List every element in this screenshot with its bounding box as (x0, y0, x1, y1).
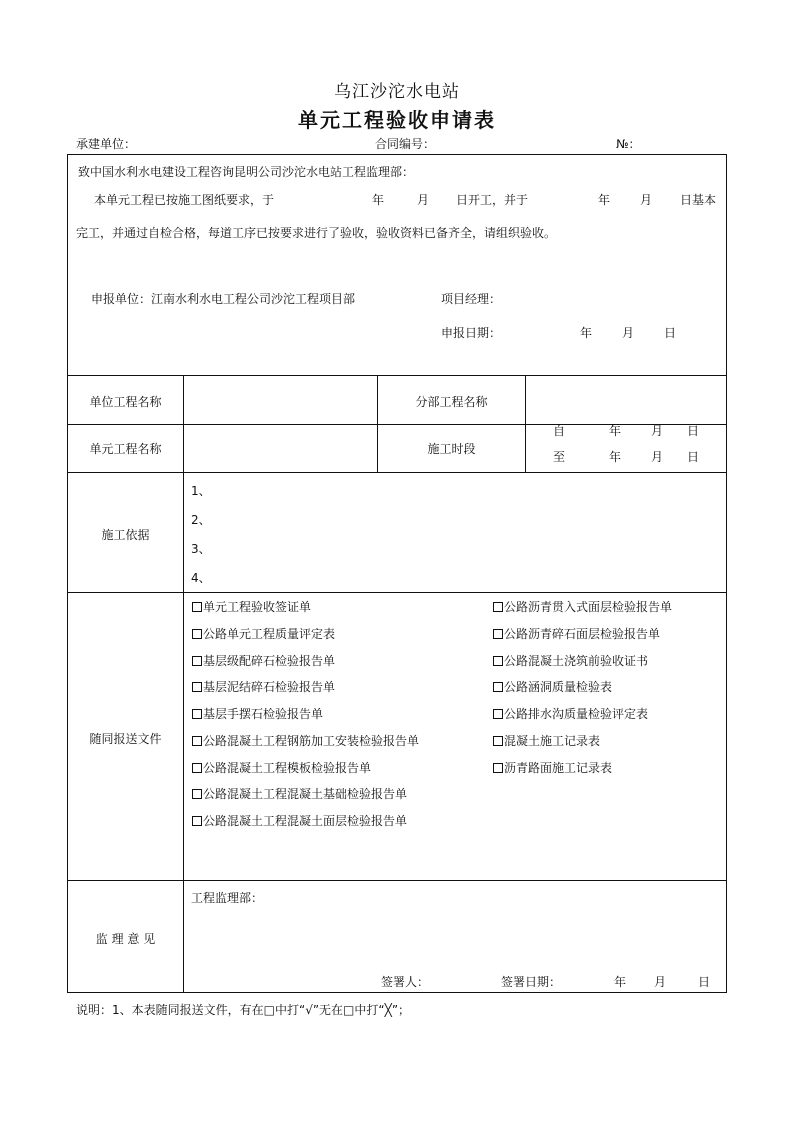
body-line1-month2: 月 (640, 193, 653, 207)
attachment-right-item[interactable]: 公路沥青碎石面层检验报告单 (493, 627, 660, 641)
period-to-year: 年 (609, 450, 622, 464)
checkbox-icon[interactable] (493, 629, 503, 639)
attachment-left-item[interactable]: 公路混凝土工程钢筋加工安装检验报告单 (192, 734, 419, 748)
signer-label: 签署人： (381, 975, 430, 989)
checkbox-icon[interactable] (192, 656, 202, 666)
form-frame (67, 154, 727, 993)
period-to-label: 至 (553, 450, 566, 464)
attachment-left-item[interactable]: 公路混凝土工程模板检验报告单 (192, 761, 371, 775)
to-line: 致中国水利水电建设工程咨询昆明公司沙沱水电站工程监理部： (78, 165, 415, 179)
attachment-right-item[interactable]: 公路涵洞质量检验表 (493, 680, 612, 694)
checkbox-icon[interactable] (493, 709, 503, 719)
checkbox-icon[interactable] (192, 602, 202, 612)
period-from-year: 年 (609, 424, 622, 438)
attachment-left-item[interactable]: 公路单元工程质量评定表 (192, 627, 335, 641)
period-from-month: 月 (651, 424, 664, 438)
body-line1-start: 日开工，并于 (456, 193, 529, 207)
body-line1-basic: 日基本 (680, 193, 717, 207)
body-line1-part1: 本单元工程已按施工图纸要求，于 (94, 193, 275, 207)
middle-column-divider (377, 375, 378, 472)
checkbox-icon[interactable] (493, 736, 503, 746)
attachment-right-item[interactable]: 公路混凝土浇筑前验收证书 (493, 654, 648, 668)
attachment-right-item[interactable]: 公路沥青贯入式面层检验报告单 (493, 600, 672, 614)
attachments-label: 随同报送文件 (89, 732, 162, 746)
sign-date-label: 签署日期： (501, 975, 562, 989)
application-date-label: 申报日期： (441, 326, 502, 340)
checkbox-icon[interactable] (192, 816, 202, 826)
construction-period-label: 施工时段 (427, 442, 476, 456)
supervision-opinion-label: 监 理 意 见 (95, 932, 156, 946)
attachment-left-item[interactable]: 单元工程验收签证单 (192, 600, 311, 614)
body-line1-year2: 年 (598, 193, 611, 207)
element-project-name-label: 单元工程名称 (89, 442, 162, 456)
attachment-left-item[interactable]: 公路混凝土工程混凝土基础检验报告单 (192, 787, 407, 801)
contractor-label: 承建单位： (76, 137, 137, 151)
sign-date-year: 年 (614, 975, 627, 989)
line-after-attachments (67, 880, 727, 881)
period-from-day: 日 (687, 424, 700, 438)
document-title-line2: 单元工程验收申请表 (298, 108, 496, 132)
application-date-month: 月 (622, 326, 635, 340)
division-project-name-label: 分部工程名称 (415, 395, 488, 409)
basis-item-2: 2、 (191, 513, 211, 527)
attachment-left-item[interactable]: 基层级配碎石检验报告单 (192, 654, 335, 668)
checkbox-icon[interactable] (493, 682, 503, 692)
unit-project-name-label: 单位工程名称 (89, 395, 162, 409)
checkbox-icon[interactable] (192, 736, 202, 746)
line-after-element-row (67, 472, 727, 473)
period-from-label: 自 (553, 424, 566, 438)
basis-item-4: 4、 (191, 571, 211, 585)
basis-item-1: 1、 (191, 484, 211, 498)
document-title-line1: 乌江沙沱水电站 (334, 82, 460, 102)
line-after-unit-row (67, 424, 727, 425)
checkbox-icon[interactable] (493, 656, 503, 666)
attachment-right-item[interactable]: 混凝土施工记录表 (493, 734, 600, 748)
line-after-request (67, 375, 727, 376)
checkbox-icon[interactable] (192, 709, 202, 719)
basis-item-3: 3、 (191, 542, 211, 556)
body-line1-year: 年 (372, 193, 385, 207)
checkbox-icon[interactable] (493, 763, 503, 773)
sign-date-day: 日 (698, 975, 711, 989)
attachment-left-item[interactable]: 公路混凝土工程混凝土面层检验报告单 (192, 814, 407, 828)
line-after-basis (67, 592, 727, 593)
checkbox-icon[interactable] (192, 789, 202, 799)
left-column-divider (183, 375, 184, 993)
project-manager-label: 项目经理： (441, 292, 502, 306)
applicant-label: 申报单位：江南水利水电工程公司沙沱工程项目部 (91, 292, 356, 306)
sign-date-month: 月 (654, 975, 667, 989)
construction-basis-label: 施工依据 (101, 528, 150, 542)
checkbox-icon[interactable] (192, 682, 202, 692)
period-to-month: 月 (651, 450, 664, 464)
number-label: №： (616, 137, 641, 151)
body-line1-month: 月 (417, 193, 430, 207)
attachment-right-item[interactable]: 公路排水沟质量检验评定表 (493, 707, 648, 721)
checkbox-icon[interactable] (493, 602, 503, 612)
attachment-left-item[interactable]: 基层泥结碎石检验报告单 (192, 680, 335, 694)
attachment-left-item[interactable]: 基层手摆石检验报告单 (192, 707, 323, 721)
checkbox-icon[interactable] (192, 629, 202, 639)
period-to-day: 日 (687, 450, 700, 464)
right-column-divider (525, 375, 526, 472)
body-line2: 完工，并通过自检合格，每道工序已按要求进行了验收，验收资料已备齐全，请组织验收。 (76, 226, 557, 240)
contract-number-label: 合同编号： (375, 137, 436, 151)
checkbox-icon[interactable] (192, 763, 202, 773)
application-date-day: 日 (664, 326, 677, 340)
application-date-year: 年 (580, 326, 593, 340)
attachment-right-item[interactable]: 沥青路面施工记录表 (493, 761, 612, 775)
supervision-department-label: 工程监理部： (191, 891, 264, 905)
footer-note: 说明：1、本表随同报送文件，有在□中打“√”无在□中打“╳”； (76, 1003, 411, 1017)
